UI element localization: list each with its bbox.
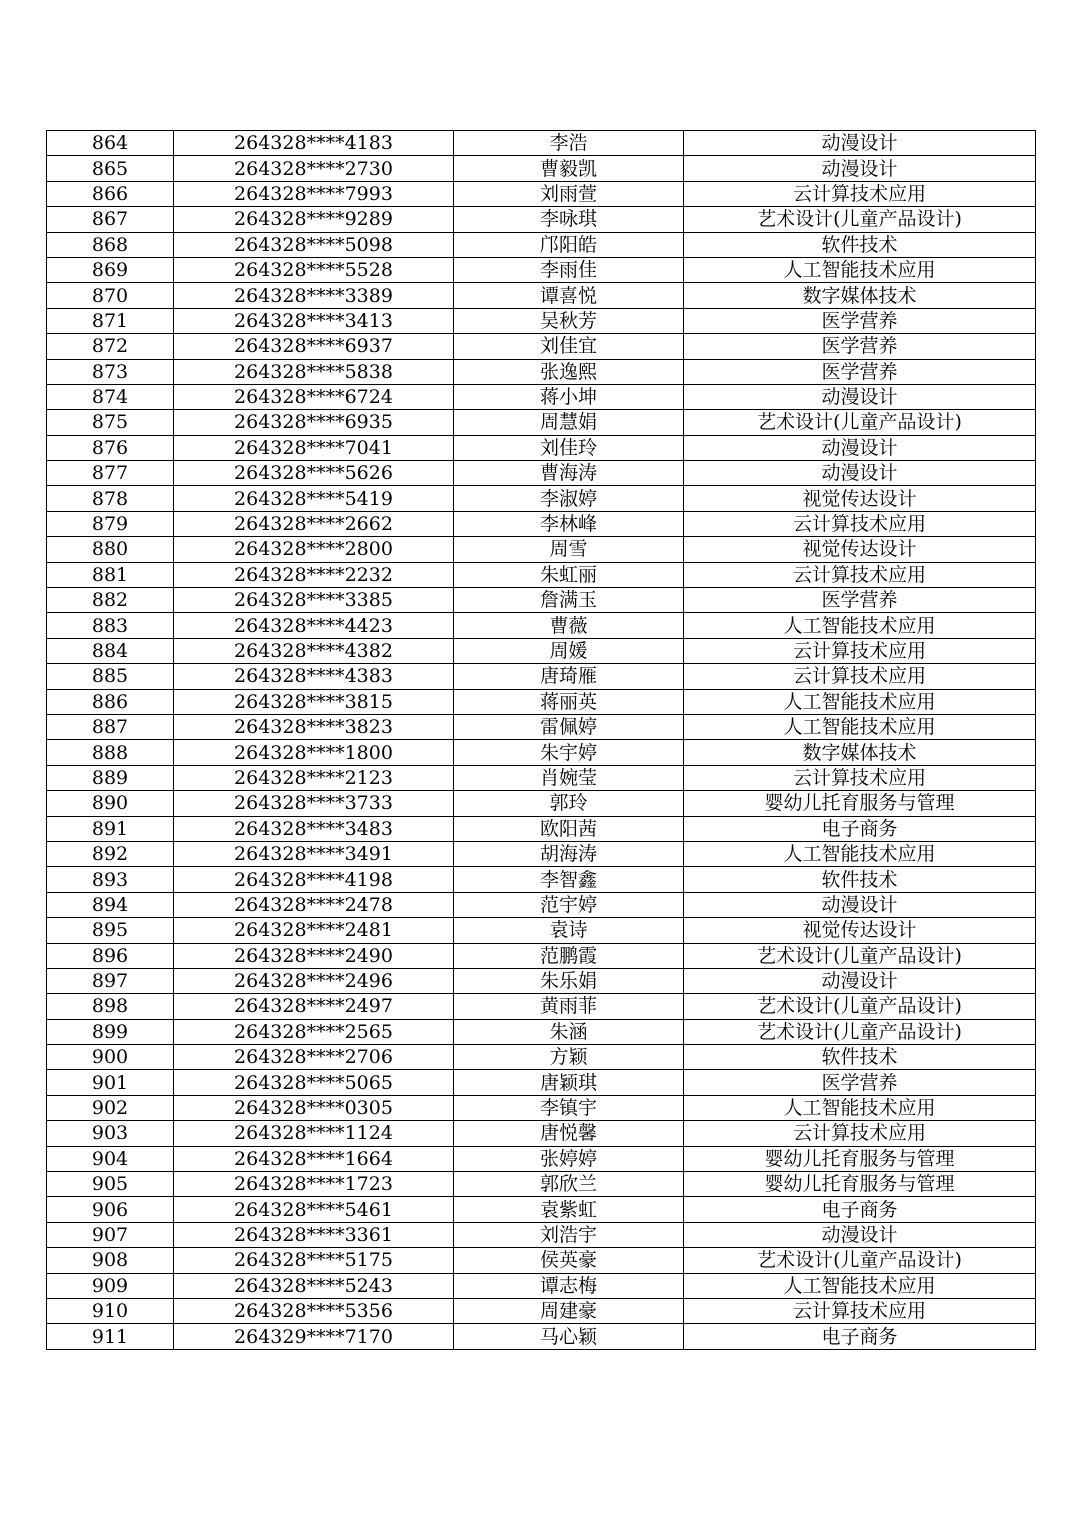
id-number-cell: 264328****3361 — [174, 1222, 454, 1247]
table-row — [47, 1324, 1036, 1349]
student-name-cell: 刘浩宇 — [454, 1222, 684, 1247]
major-cell: 数字媒体技术 — [684, 283, 1036, 308]
id-number-cell: 264328****6724 — [174, 384, 454, 409]
student-name-cell: 蒋丽英 — [454, 689, 684, 714]
row-number-cell: 866 — [47, 181, 174, 206]
id-number-cell: 264328****4183 — [174, 131, 454, 156]
major-cell: 电子商务 — [684, 1324, 1036, 1349]
row-number-cell: 865 — [47, 156, 174, 181]
table-row — [47, 892, 1036, 917]
table-row — [47, 613, 1036, 638]
student-name-cell: 郭玲 — [454, 791, 684, 816]
student-name-cell: 曹薇 — [454, 613, 684, 638]
row-number-cell: 890 — [47, 791, 174, 816]
row-number-cell: 874 — [47, 384, 174, 409]
row-number-cell: 902 — [47, 1095, 174, 1120]
major-cell: 医学营养 — [684, 359, 1036, 384]
student-name-cell: 李智鑫 — [454, 867, 684, 892]
id-number-cell: 264328****6937 — [174, 334, 454, 359]
id-number-cell: 264328****5419 — [174, 486, 454, 511]
major-cell: 人工智能技术应用 — [684, 257, 1036, 282]
student-name-cell: 周媛 — [454, 638, 684, 663]
row-number-cell: 893 — [47, 867, 174, 892]
table-row — [47, 943, 1036, 968]
id-number-cell: 264328****2478 — [174, 892, 454, 917]
student-name-cell: 方颖 — [454, 1045, 684, 1070]
row-number-cell: 900 — [47, 1045, 174, 1070]
student-name-cell: 刘佳宜 — [454, 334, 684, 359]
table-row — [47, 1070, 1036, 1095]
table-row — [47, 1146, 1036, 1171]
table-row — [47, 791, 1036, 816]
id-number-cell: 264328****9289 — [174, 207, 454, 232]
student-name-cell: 谭志梅 — [454, 1273, 684, 1298]
id-number-cell: 264328****2800 — [174, 537, 454, 562]
row-number-cell: 903 — [47, 1121, 174, 1146]
major-cell: 数字媒体技术 — [684, 740, 1036, 765]
major-cell: 动漫设计 — [684, 131, 1036, 156]
row-number-cell: 869 — [47, 257, 174, 282]
major-cell: 人工智能技术应用 — [684, 714, 1036, 739]
major-cell: 艺术设计(儿童产品设计) — [684, 410, 1036, 435]
major-cell: 视觉传达设计 — [684, 537, 1036, 562]
id-number-cell: 264328****2706 — [174, 1045, 454, 1070]
row-number-cell: 880 — [47, 537, 174, 562]
major-cell: 婴幼儿托育服务与管理 — [684, 1172, 1036, 1197]
row-number-cell: 891 — [47, 816, 174, 841]
table-row — [47, 283, 1036, 308]
student-name-cell: 黄雨菲 — [454, 994, 684, 1019]
table-row — [47, 841, 1036, 866]
id-number-cell: 264328****4382 — [174, 638, 454, 663]
major-cell: 动漫设计 — [684, 892, 1036, 917]
major-cell: 艺术设计(儿童产品设计) — [684, 207, 1036, 232]
major-cell: 云计算技术应用 — [684, 664, 1036, 689]
table-row — [47, 384, 1036, 409]
student-name-cell: 谭喜悦 — [454, 283, 684, 308]
row-number-cell: 876 — [47, 435, 174, 460]
table-row — [47, 765, 1036, 790]
student-name-cell: 周雪 — [454, 537, 684, 562]
row-number-cell: 870 — [47, 283, 174, 308]
table-row — [47, 1197, 1036, 1222]
major-cell: 动漫设计 — [684, 1222, 1036, 1247]
id-number-cell: 264328****2490 — [174, 943, 454, 968]
row-number-cell: 904 — [47, 1146, 174, 1171]
table-row — [47, 968, 1036, 993]
student-name-cell: 侯英豪 — [454, 1248, 684, 1273]
table-row — [47, 1019, 1036, 1044]
student-name-cell: 詹满玉 — [454, 588, 684, 613]
table-row — [47, 689, 1036, 714]
id-number-cell: 264328****2496 — [174, 968, 454, 993]
student-name-cell: 曹毅凯 — [454, 156, 684, 181]
student-name-cell: 张逸熙 — [454, 359, 684, 384]
major-cell: 婴幼儿托育服务与管理 — [684, 791, 1036, 816]
major-cell: 医学营养 — [684, 308, 1036, 333]
major-cell: 动漫设计 — [684, 156, 1036, 181]
row-number-cell: 899 — [47, 1019, 174, 1044]
id-number-cell: 264328****4423 — [174, 613, 454, 638]
row-number-cell: 868 — [47, 232, 174, 257]
table-row — [47, 714, 1036, 739]
id-number-cell: 264328****2481 — [174, 918, 454, 943]
major-cell: 软件技术 — [684, 867, 1036, 892]
major-cell: 软件技术 — [684, 1045, 1036, 1070]
major-cell: 婴幼儿托育服务与管理 — [684, 1146, 1036, 1171]
id-number-cell: 264328****3483 — [174, 816, 454, 841]
id-number-cell: 264328****5243 — [174, 1273, 454, 1298]
table-row — [47, 740, 1036, 765]
major-cell: 云计算技术应用 — [684, 638, 1036, 663]
id-number-cell: 264328****5065 — [174, 1070, 454, 1095]
student-name-cell: 胡海涛 — [454, 841, 684, 866]
student-name-cell: 李雨佳 — [454, 257, 684, 282]
id-number-cell: 264328****2497 — [174, 994, 454, 1019]
table-row — [47, 308, 1036, 333]
row-number-cell: 906 — [47, 1197, 174, 1222]
table-row — [47, 1045, 1036, 1070]
major-cell: 动漫设计 — [684, 968, 1036, 993]
table-row — [47, 334, 1036, 359]
major-cell: 电子商务 — [684, 1197, 1036, 1222]
major-cell: 软件技术 — [684, 232, 1036, 257]
table-row — [47, 461, 1036, 486]
row-number-cell: 895 — [47, 918, 174, 943]
id-number-cell: 264328****4383 — [174, 664, 454, 689]
student-name-cell: 张婷婷 — [454, 1146, 684, 1171]
id-number-cell: 264328****5098 — [174, 232, 454, 257]
table-row — [47, 562, 1036, 587]
table-row — [47, 181, 1036, 206]
row-number-cell: 872 — [47, 334, 174, 359]
student-name-cell: 李镇宇 — [454, 1095, 684, 1120]
major-cell: 人工智能技术应用 — [684, 689, 1036, 714]
major-cell: 电子商务 — [684, 816, 1036, 841]
major-cell: 视觉传达设计 — [684, 486, 1036, 511]
row-number-cell: 911 — [47, 1324, 174, 1349]
id-number-cell: 264328****5175 — [174, 1248, 454, 1273]
major-cell: 医学营养 — [684, 1070, 1036, 1095]
student-name-cell: 李淑婷 — [454, 486, 684, 511]
major-cell: 艺术设计(儿童产品设计) — [684, 1248, 1036, 1273]
id-number-cell: 264328****3733 — [174, 791, 454, 816]
student-name-cell: 朱宇婷 — [454, 740, 684, 765]
student-name-cell: 唐琦雁 — [454, 664, 684, 689]
student-name-cell: 刘佳玲 — [454, 435, 684, 460]
row-number-cell: 873 — [47, 359, 174, 384]
id-number-cell: 264328****5528 — [174, 257, 454, 282]
table-row — [47, 588, 1036, 613]
table-row — [47, 1172, 1036, 1197]
student-name-cell: 周慧娟 — [454, 410, 684, 435]
roster-body — [47, 131, 1036, 1350]
major-cell: 云计算技术应用 — [684, 562, 1036, 587]
id-number-cell: 264328****5626 — [174, 461, 454, 486]
student-name-cell: 肖婉莹 — [454, 765, 684, 790]
row-number-cell: 882 — [47, 588, 174, 613]
major-cell: 艺术设计(儿童产品设计) — [684, 943, 1036, 968]
table-row — [47, 1298, 1036, 1323]
major-cell: 视觉传达设计 — [684, 918, 1036, 943]
major-cell: 医学营养 — [684, 334, 1036, 359]
id-number-cell: 264328****2232 — [174, 562, 454, 587]
student-name-cell: 唐颖琪 — [454, 1070, 684, 1095]
id-number-cell: 264328****2730 — [174, 156, 454, 181]
major-cell: 动漫设计 — [684, 384, 1036, 409]
row-number-cell: 889 — [47, 765, 174, 790]
id-number-cell: 264328****3389 — [174, 283, 454, 308]
table-row — [47, 867, 1036, 892]
id-number-cell: 264328****0305 — [174, 1095, 454, 1120]
row-number-cell: 885 — [47, 664, 174, 689]
id-number-cell: 264328****6935 — [174, 410, 454, 435]
row-number-cell: 875 — [47, 410, 174, 435]
id-number-cell: 264328****3815 — [174, 689, 454, 714]
student-name-cell: 李咏琪 — [454, 207, 684, 232]
table-row — [47, 1248, 1036, 1273]
student-name-cell: 邝阳皓 — [454, 232, 684, 257]
major-cell: 动漫设计 — [684, 461, 1036, 486]
table-row — [47, 207, 1036, 232]
id-number-cell: 264328****7993 — [174, 181, 454, 206]
row-number-cell: 908 — [47, 1248, 174, 1273]
id-number-cell: 264328****3823 — [174, 714, 454, 739]
row-number-cell: 886 — [47, 689, 174, 714]
row-number-cell: 907 — [47, 1222, 174, 1247]
table-row — [47, 918, 1036, 943]
major-cell: 人工智能技术应用 — [684, 1095, 1036, 1120]
major-cell: 云计算技术应用 — [684, 1298, 1036, 1323]
id-number-cell: 264328****5838 — [174, 359, 454, 384]
student-name-cell: 欧阳茜 — [454, 816, 684, 841]
id-number-cell: 264328****2662 — [174, 511, 454, 536]
table-row — [47, 1121, 1036, 1146]
student-name-cell: 马心颖 — [454, 1324, 684, 1349]
table-row — [47, 257, 1036, 282]
row-number-cell: 892 — [47, 841, 174, 866]
id-number-cell: 264328****2123 — [174, 765, 454, 790]
table-row — [47, 994, 1036, 1019]
row-number-cell: 901 — [47, 1070, 174, 1095]
student-name-cell: 雷佩婷 — [454, 714, 684, 739]
major-cell: 云计算技术应用 — [684, 765, 1036, 790]
table-row — [47, 156, 1036, 181]
table-row — [47, 1095, 1036, 1120]
major-cell: 艺术设计(儿童产品设计) — [684, 994, 1036, 1019]
student-name-cell: 李浩 — [454, 131, 684, 156]
student-name-cell: 刘雨萱 — [454, 181, 684, 206]
row-number-cell: 887 — [47, 714, 174, 739]
table-row — [47, 537, 1036, 562]
table-row — [47, 1222, 1036, 1247]
major-cell: 艺术设计(儿童产品设计) — [684, 1019, 1036, 1044]
table-row — [47, 410, 1036, 435]
student-name-cell: 朱涵 — [454, 1019, 684, 1044]
row-number-cell: 898 — [47, 994, 174, 1019]
id-number-cell: 264328****3491 — [174, 841, 454, 866]
id-number-cell: 264328****1124 — [174, 1121, 454, 1146]
student-name-cell: 郭欣兰 — [454, 1172, 684, 1197]
id-number-cell: 264328****7041 — [174, 435, 454, 460]
table-row — [47, 359, 1036, 384]
major-cell: 动漫设计 — [684, 435, 1036, 460]
student-name-cell: 蒋小坤 — [454, 384, 684, 409]
table-row — [47, 638, 1036, 663]
id-number-cell: 264329****7170 — [174, 1324, 454, 1349]
student-name-cell: 朱乐娟 — [454, 968, 684, 993]
id-number-cell: 264328****1664 — [174, 1146, 454, 1171]
id-number-cell: 264328****5356 — [174, 1298, 454, 1323]
row-number-cell: 871 — [47, 308, 174, 333]
row-number-cell: 864 — [47, 131, 174, 156]
id-number-cell: 264328****3385 — [174, 588, 454, 613]
table-row — [47, 486, 1036, 511]
row-number-cell: 888 — [47, 740, 174, 765]
row-number-cell: 905 — [47, 1172, 174, 1197]
row-number-cell: 910 — [47, 1298, 174, 1323]
student-roster-table — [46, 130, 1036, 1350]
row-number-cell: 867 — [47, 207, 174, 232]
row-number-cell: 878 — [47, 486, 174, 511]
row-number-cell: 897 — [47, 968, 174, 993]
table-row — [47, 664, 1036, 689]
student-name-cell: 周建豪 — [454, 1298, 684, 1323]
row-number-cell: 909 — [47, 1273, 174, 1298]
table-row — [47, 1273, 1036, 1298]
student-name-cell: 李林峰 — [454, 511, 684, 536]
table-row — [47, 511, 1036, 536]
row-number-cell: 883 — [47, 613, 174, 638]
id-number-cell: 264328****5461 — [174, 1197, 454, 1222]
major-cell: 云计算技术应用 — [684, 181, 1036, 206]
student-name-cell: 唐悦馨 — [454, 1121, 684, 1146]
major-cell: 人工智能技术应用 — [684, 841, 1036, 866]
major-cell: 云计算技术应用 — [684, 511, 1036, 536]
student-name-cell: 袁诗 — [454, 918, 684, 943]
row-number-cell: 884 — [47, 638, 174, 663]
major-cell: 人工智能技术应用 — [684, 613, 1036, 638]
major-cell: 云计算技术应用 — [684, 1121, 1036, 1146]
row-number-cell: 881 — [47, 562, 174, 587]
row-number-cell: 894 — [47, 892, 174, 917]
id-number-cell: 264328****1723 — [174, 1172, 454, 1197]
id-number-cell: 264328****4198 — [174, 867, 454, 892]
student-name-cell: 吴秋芳 — [454, 308, 684, 333]
row-number-cell: 879 — [47, 511, 174, 536]
id-number-cell: 264328****1800 — [174, 740, 454, 765]
id-number-cell: 264328****3413 — [174, 308, 454, 333]
student-name-cell: 范鹏霞 — [454, 943, 684, 968]
row-number-cell: 896 — [47, 943, 174, 968]
id-number-cell: 264328****2565 — [174, 1019, 454, 1044]
student-name-cell: 朱虹丽 — [454, 562, 684, 587]
table-row — [47, 232, 1036, 257]
table-row — [47, 435, 1036, 460]
major-cell: 人工智能技术应用 — [684, 1273, 1036, 1298]
student-name-cell: 范宇婷 — [454, 892, 684, 917]
student-name-cell: 曹海涛 — [454, 461, 684, 486]
major-cell: 医学营养 — [684, 588, 1036, 613]
student-name-cell: 袁紫虹 — [454, 1197, 684, 1222]
row-number-cell: 877 — [47, 461, 174, 486]
table-row — [47, 131, 1036, 156]
table-row — [47, 816, 1036, 841]
